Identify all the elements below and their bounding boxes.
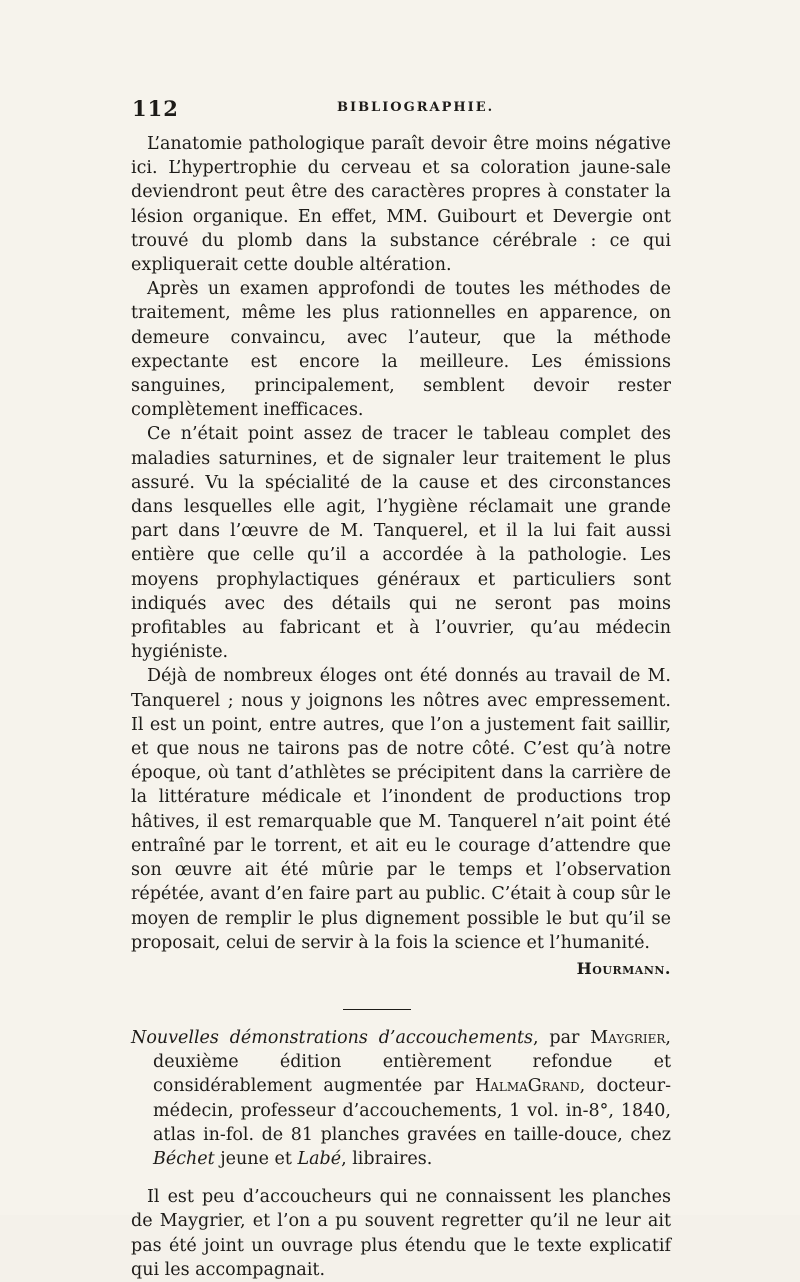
paragraph-praise: Déjà de nombreux éloges ont été donnés au travail de M. Tanquerel ; nous y joignons les nôtres avec empressement. Il est un point, entre autres, que l’on a justement fait saillir, et que nous ne tairons pas de notre côté. C’est qu’à notre époque, où tant d’athlètes se précipitent dans la carrière de la littérature médicale et l’inondent de productions trop hâtives, il est remarquable que M. Tanquerel n’ait point été entraîné par le torrent, et ait eu le courage d’attendre que son œuvre ait été mûrie par le temps et l’observation répétée, avant d’en faire part au public. C’était à coup sûr le moyen de remplir le plus dignement possible le but qu’il se proposait, celui de servir à la fois la science et l’humanité. [131,666,671,953]
paragraph-treatment: Après un examen approfondi de toutes les méthodes de traitement, même les plus rationnelles en apparence, on demeure convaincu, avec l’auteur, que la méthode expectante est encore la meilleure. Les émissions sanguines, principalement, semblent devoir rester complètement inefficaces. [131,279,671,421]
page-header [132,96,672,120]
paragraph-pathology: L’anatomie pathologique paraît devoir être moins négative ici. L’hypertrophie du cerveau et sa coloration jaune-sale deviendront peut être des caractères propres à constater la lésion organique. En effet, MM. Guibourt et Devergie ont trouvé du plomb dans la substance cérébrale : ce qui expliquerait cette double altération. [131,134,671,276]
entry-by: , par [533,1027,591,1048]
signature [131,957,671,981]
entry-text-2: , docteur-médecin, professeur d’accouchements, 1 vol. in-8°, 1840, atlas in-fol. de 81 planches gravées en taille-douce, chez [153,1076,672,1145]
running-title: BIBLIOGRAPHIE. [337,100,495,115]
entry-text-4: , libraires. [341,1148,433,1169]
paragraph-hygiene: Ce n’était point assez de tracer le tableau complet des maladies saturnines, et de signaler leur traitement le plus assuré. Vu la spécialité de la cause et des circonstances dans lesquelles elle agit, l’hygiène réclamait une grande part dans l’œuvre de M. Tanquerel, et il la lui fait aussi entière que celle qu’il a accordée à la pathologie. Les moyens prophylactiques généraux et particuliers sont indiqués avec des détails qui ne seront pas moins profitables au fabricant et à l’ouvrier, qu’au médecin hygiéniste. [131,424,671,663]
entry-title: Nouvelles démonstrations d’accouchements [131,1027,534,1048]
entry-text-3: jeune et [214,1148,298,1169]
entry-text-1: , deuxième édition entièrement refondue et considérablement augmentée par [153,1027,671,1097]
page-number: 112 [132,96,179,121]
paragraph-review-intro: Il est peu d’accoucheurs qui ne connaissent les planches de Maygrier, et l’on a pu souvent regretter qu’il ne leur ait pas été joint un ouvrage plus étendu que le texte explicatif qui les accompagnait. [131,1187,671,1280]
signature-name: Hourmann. [576,958,671,978]
entry-editor: HalmaGrand [474,1076,580,1097]
entry-publisher-1: Béchet [153,1148,215,1169]
page-body [131,132,671,1282]
bibliographic-entry [131,1026,671,1171]
section-divider [343,1009,411,1010]
entry-publisher-2: Labé [297,1148,342,1169]
entry-author: Maygrier [590,1027,666,1048]
